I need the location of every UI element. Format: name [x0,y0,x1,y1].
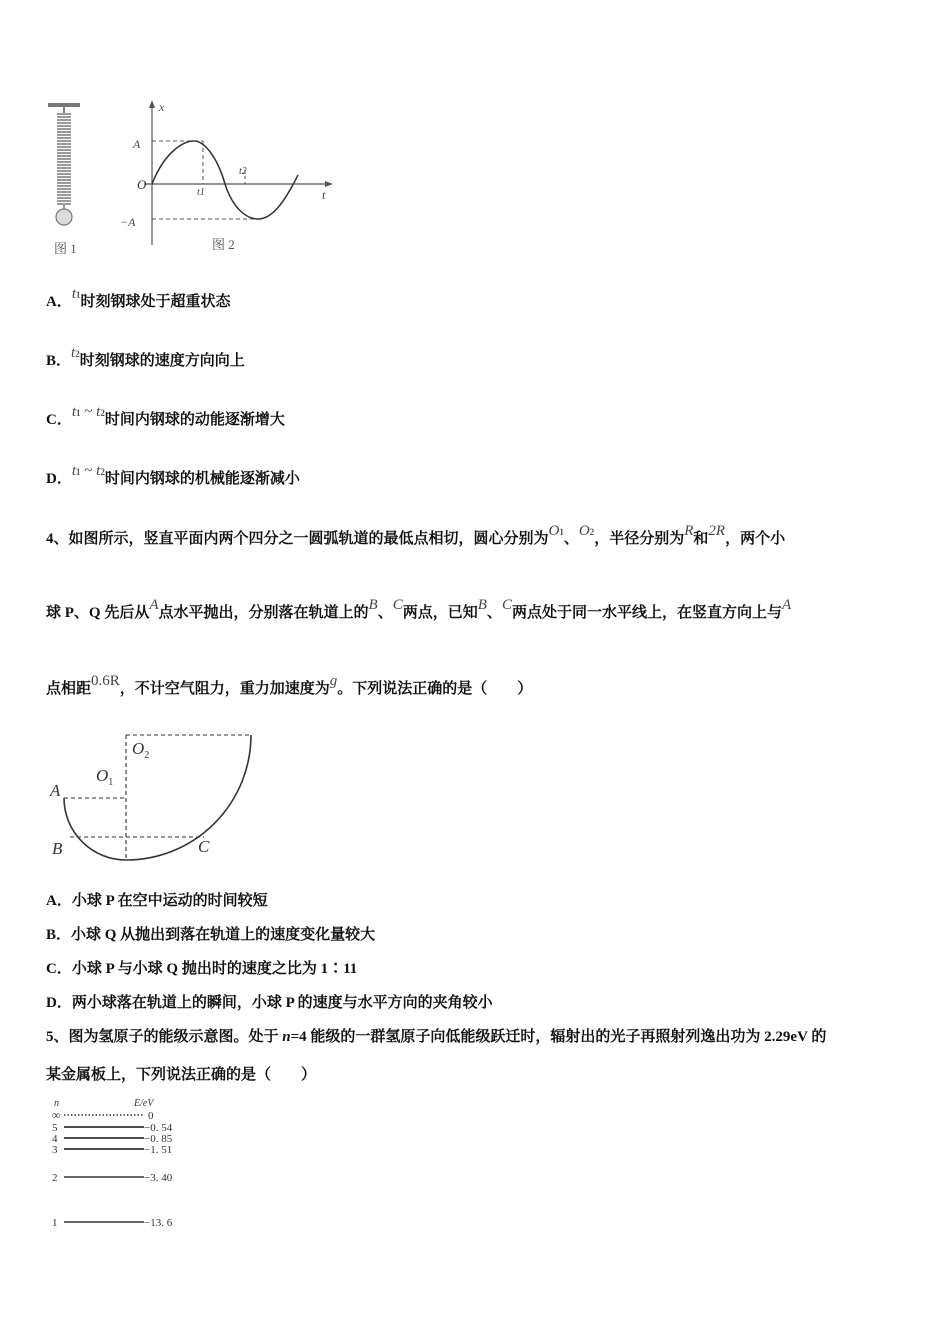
small-arc-track [64,798,126,860]
level-E-4: −0. 85 [144,1133,173,1145]
label-t2: t2 [239,166,247,177]
q4-option-a: A．小球 P 在空中运动的时间较短 [46,893,268,909]
figure1-caption: 图 1 [54,241,77,256]
q5-stem-line1: 5、图为氢原子的能级示意图。处于 n=4 能级的一群氢原子向低能级跃迁时，辐射出的光子再照射列逸出功为 2.29eV 的 [46,1029,827,1045]
spring-ball-figure [48,103,80,256]
level-E-1: −13. 6 [144,1217,173,1229]
level-n-4: 4 [52,1133,58,1145]
q5-stem-line2: 某金属板上，下列说法正确的是（ ） [46,1067,317,1083]
q3-option-a: A．$t^1$时刻钢球处于超重状态 [46,286,231,310]
t-axis-label: t [322,188,326,202]
level-E-inf: 0 [148,1110,154,1122]
spring-oscillation-figure [40,95,340,260]
center-O2-label: $O_2$ [132,739,150,761]
level-E-2: −3. 40 [144,1172,173,1184]
figure2-caption: 图 2 [212,237,235,252]
label-O: O [137,177,147,192]
hydrogen-energy-level-diagram [48,1094,208,1234]
level-E-5: −0. 54 [144,1122,173,1134]
level-n-5: 5 [52,1122,58,1134]
label-t1: t1 [197,187,205,198]
xt-graph [120,100,333,252]
level-n-3: 3 [52,1144,58,1156]
q4-stem-line1: 4、如图所示，竖直平面内两个四分之一圆弧轨道的最低点相切，圆心分别为$O^1$、$O^2$，半径分别为R和2R，两个小 [46,523,786,547]
level-n-2: 2 [52,1172,58,1184]
q4-option-b: B．小球 Q 从抛出到落在轨道上的速度变化量较大 [46,927,376,943]
q4-stem-line2: 球 P、Q 先后从A点水平抛出，分别落在轨道上的B、C两点，已知B、C两点处于同一水平线上，在竖直方向上与A [46,597,792,621]
n-header: n [54,1098,59,1109]
q3-option-d: D．$t^1$ ~ $t^2$时间内钢球的机械能逐渐减小 [46,463,300,487]
center-O1-label: $O_1$ [96,766,114,788]
label-negA: −A [120,215,136,229]
q4-stem-line3: 点相距0.6R，不计空气阻力，重力加速度为g。下列说法正确的是（ ） [46,673,533,697]
sine-curve [152,141,298,219]
point-B-label: B [52,839,63,858]
point-A-label: A [50,781,61,800]
level-n-inf: ∞ [52,1108,61,1122]
q3-option-c: C．$t^1$ ~ $t^2$时间内钢球的动能逐渐增大 [46,404,285,428]
level-E-3: −1. 51 [144,1144,173,1156]
q4-option-d: D．两小球落在轨道上的瞬间，小球 P 的速度与水平方向的夹角较小 [46,995,493,1011]
steel-ball [56,209,72,225]
q4-option-c: C．小球 P 与小球 Q 抛出时的速度之比为 1∶11 [46,961,358,977]
label-A: A [133,137,141,151]
q4-track-figure [44,730,264,865]
q3-option-b: B．$t^2$时刻钢球的速度方向向上 [46,345,245,369]
energy-header: E/eV [134,1098,154,1109]
point-C-label: C [198,837,210,856]
level-n-1: 1 [52,1217,58,1229]
x-axis-label: x [159,100,165,114]
